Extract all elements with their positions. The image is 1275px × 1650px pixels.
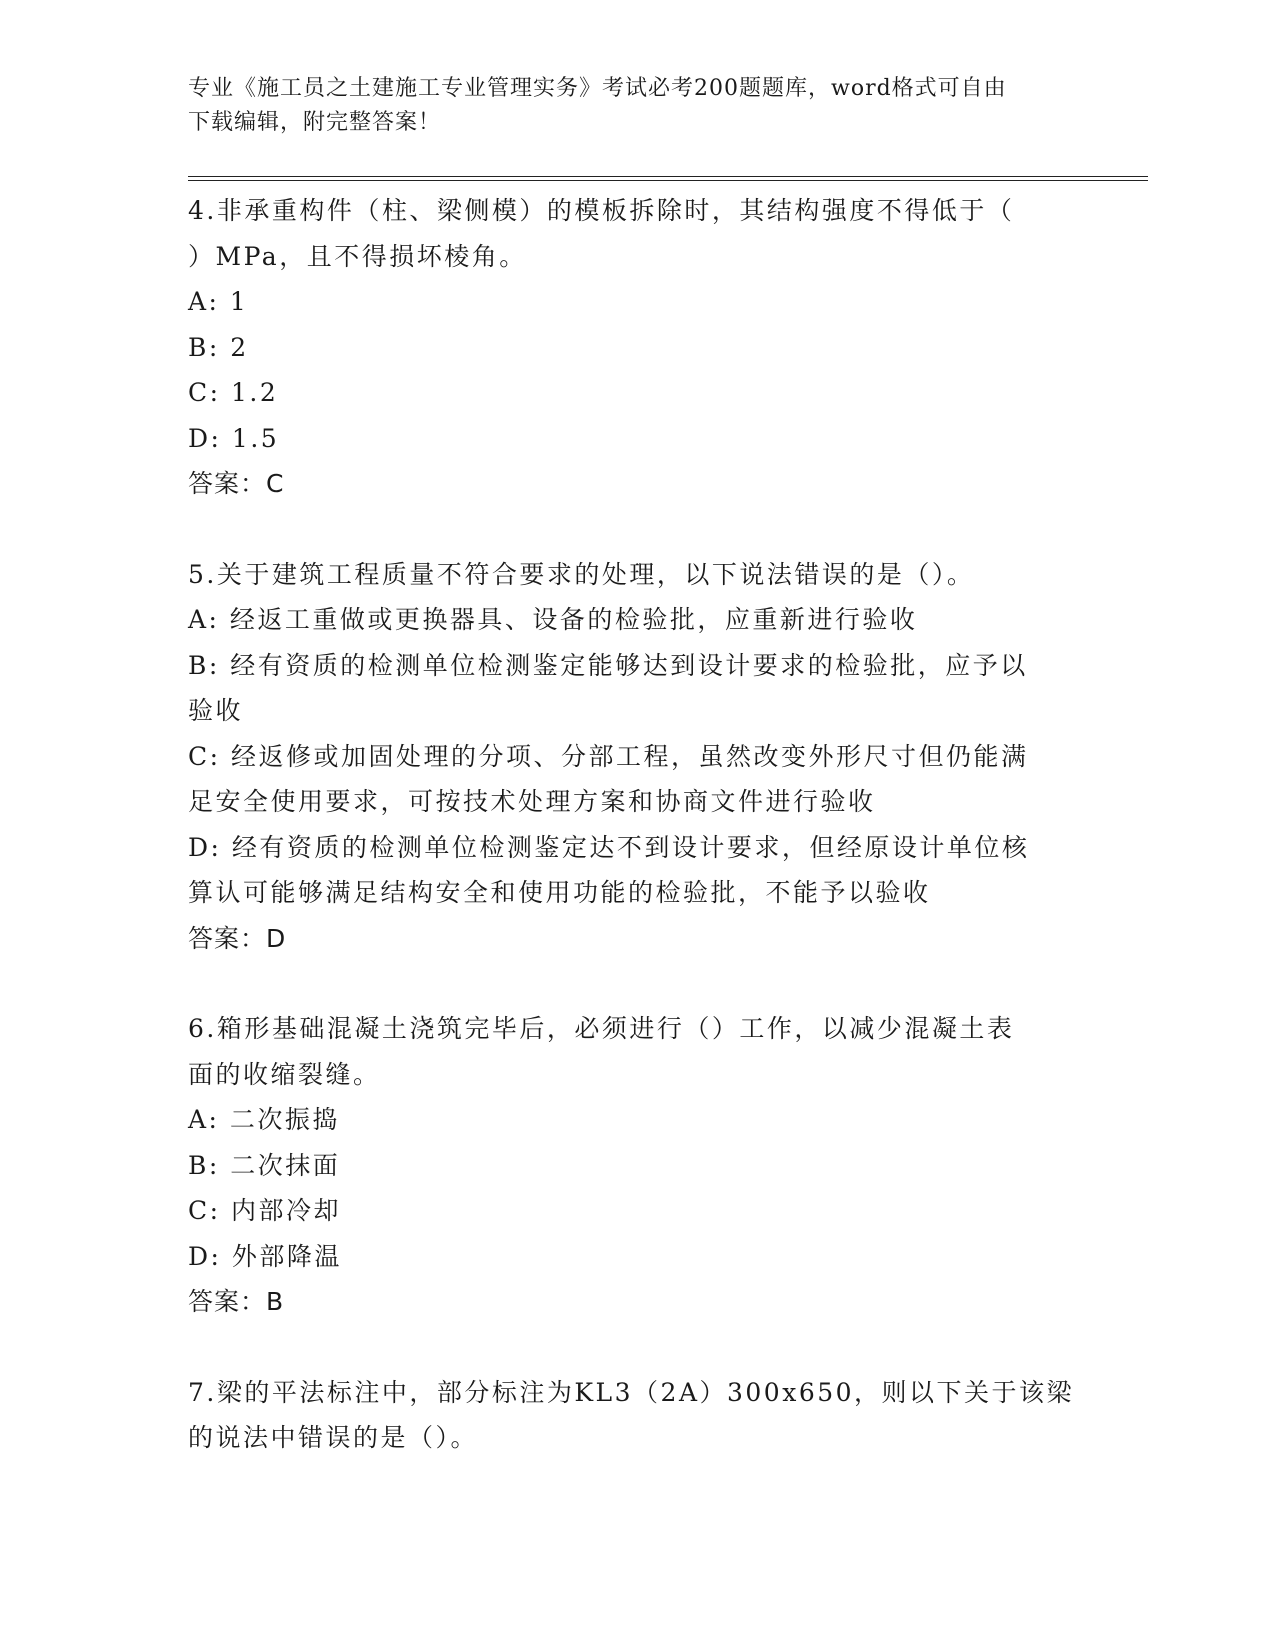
- answer-line: 答案：D: [188, 923, 287, 953]
- question-stem-line: 4.非承重构件（柱、梁侧模）的模板拆除时，其结构强度不得低于（: [188, 196, 1015, 225]
- question-block: [188, 1370, 1088, 1461]
- header-line-2: 下载编辑，附完整答案！: [188, 110, 442, 135]
- question-spacer: [188, 507, 1088, 552]
- answer-line: 答案：C: [188, 469, 285, 498]
- option-line: 算认可能够满足结构安全和使用功能的检验批，不能予以验收: [188, 878, 931, 907]
- option-line: D: 外部降温: [188, 1241, 342, 1271]
- option-line: C: 内部冷却: [188, 1196, 341, 1225]
- option-line: D: 经有资质的检测单位检测鉴定达不到设计要求，但经原设计单位核: [188, 832, 1030, 862]
- question-stem-line: 的说法中错误的是（）。: [188, 1423, 479, 1452]
- option-line: 验收: [188, 696, 244, 725]
- header-divider: [188, 176, 1148, 181]
- question-stem-line: 7.梁的平法标注中，部分标注为KL3（2A）300x650，则以下关于该梁: [188, 1377, 1075, 1407]
- option-line: A: 1: [188, 287, 249, 316]
- question-stem-line: 5.关于建筑工程质量不符合要求的处理，以下说法错误的是（）。: [188, 559, 975, 589]
- option-line: C: 经返修或加固处理的分项、分部工程，虽然改变外形尺寸但仍能满: [188, 741, 1029, 771]
- question-block: [188, 188, 1088, 507]
- answer-line: 答案：B: [188, 1287, 285, 1316]
- question-block: [188, 552, 1088, 962]
- question-stem-line: 6.箱形基础混凝土浇筑完毕后，必须进行（）工作，以减少混凝土表: [188, 1014, 1015, 1043]
- question-stem-line: ）MPa，且不得损坏棱角。: [188, 241, 527, 271]
- question-stem-line: 面的收缩裂缝。: [188, 1059, 381, 1089]
- option-line: 足安全使用要求，可按技术处理方案和协商文件进行验收: [188, 787, 876, 816]
- question-block: [188, 1006, 1088, 1325]
- option-line: D: 1.5: [188, 423, 280, 453]
- document-header: [188, 72, 1088, 140]
- question-list: [188, 188, 1088, 1461]
- header-line-1: 专业《施工员之土建施工专业管理实务》考试必考200题题库，word格式可自由: [188, 76, 1007, 101]
- question-spacer: [188, 1325, 1088, 1370]
- option-line: A: 二次振捣: [188, 1105, 340, 1134]
- option-line: A: 经返工重做或更换器具、设备的检验批，应重新进行验收: [188, 605, 918, 634]
- option-line: C: 1.2: [188, 378, 279, 407]
- option-line: B: 经有资质的检测单位检测鉴定能够达到设计要求的检验批，应予以: [188, 650, 1028, 680]
- option-line: B: 2: [188, 332, 249, 362]
- question-spacer: [188, 961, 1088, 1006]
- option-line: B: 二次抹面: [188, 1150, 341, 1180]
